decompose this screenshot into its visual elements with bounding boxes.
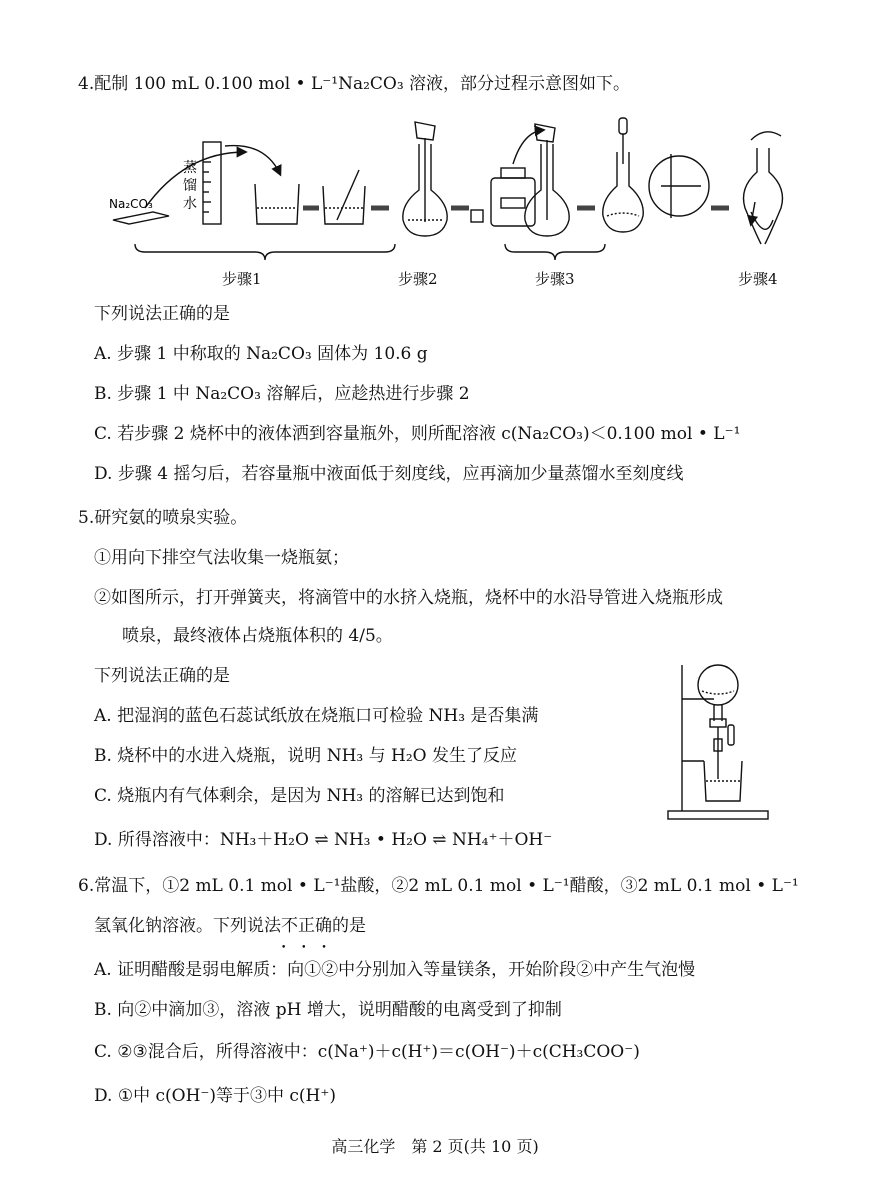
q5-option-c: C. 烧瓶内有气体剩余，是因为 NH₃ 的溶解已达到饱和 bbox=[94, 786, 505, 806]
glass-rod-icon bbox=[337, 170, 359, 220]
q6-stem-text-c: 的是 bbox=[332, 916, 366, 936]
q4-stem: 4.配制 100 mL 0.100 mol • L⁻¹Na₂CO₃ 溶液，部分过程示意图如下。 bbox=[78, 74, 631, 94]
step3-brace bbox=[505, 244, 605, 260]
hand-icon bbox=[751, 132, 781, 140]
q6-option-a: A. 证明醋酸是弱电解质：向①②中分别加入等量镁条，开始阶段②中产生气泡慢 bbox=[94, 960, 696, 980]
q4-option-a: A. 步骤 1 中称取的 Na₂CO₃ 固体为 10.6 g bbox=[94, 344, 428, 364]
step1-brace bbox=[135, 244, 395, 260]
q6-stem-line2 bbox=[94, 914, 366, 938]
beaker-icon bbox=[255, 184, 299, 224]
q6-stem-text-a: 氢氧化钠溶液。下列说法 bbox=[94, 916, 281, 936]
inverted-flask-icon bbox=[744, 148, 762, 244]
reagent-bottle-icon bbox=[491, 178, 535, 226]
small-bottle-icon bbox=[471, 210, 483, 222]
q5-fountain-apparatus-figure bbox=[660, 655, 780, 825]
q5-option-a: A. 把湿润的蓝色石蕊试纸放在烧瓶口可检验 NH₃ 是否集满 bbox=[94, 706, 539, 726]
q4-option-c: C. 若步骤 2 烧杯中的液体洒到容量瓶外，则所配溶液 c(Na₂CO₃)＜0.100 mol • L⁻¹ bbox=[94, 424, 741, 444]
q6-stem-line1: 6.常温下，①2 mL 0.1 mol • L⁻¹盐酸，②2 mL 0.1 mol • L⁻¹醋酸，③2 mL 0.1 mol • L⁻¹ bbox=[78, 876, 799, 896]
q5-stem: 5.研究氨的喷泉实验。 bbox=[78, 508, 248, 528]
step-label-3: 步骤3 bbox=[535, 270, 575, 288]
stopper-icon bbox=[710, 719, 726, 727]
step-label-2: 步骤2 bbox=[398, 270, 438, 288]
stand-base bbox=[668, 811, 768, 819]
step-label-4: 步骤4 bbox=[738, 270, 778, 288]
beaker-pour-icon bbox=[415, 122, 435, 140]
water-label-1: 蒸 bbox=[183, 160, 197, 176]
q5-option-d: D. 所得溶液中：NH₃＋H₂O ⇌ NH₃ • H₂O ⇌ NH₄⁺＋OH⁻ bbox=[94, 830, 553, 850]
q6-option-d: D. ①中 c(OH⁻)等于③中 c(H⁺) bbox=[94, 1086, 336, 1106]
round-flask-icon bbox=[698, 665, 738, 705]
step-label-1: 步骤1 bbox=[222, 270, 262, 288]
q5-option-b: B. 烧杯中的水进入烧瓶，说明 NH₃ 与 H₂O 发生了反应 bbox=[94, 746, 518, 766]
page-footer: 高三化学 第 2 页(共 10 页) bbox=[331, 1137, 539, 1156]
dropper-icon bbox=[619, 118, 627, 134]
q5-step-1: ①用向下排空气法收集一烧瓶氨； bbox=[94, 548, 349, 568]
water-label-2: 馏 bbox=[183, 178, 197, 194]
q4-prompt: 下列说法正确的是 bbox=[94, 304, 230, 324]
weighing-paper-icon bbox=[113, 212, 169, 224]
q5-step-2-cont: 喷泉，最终液体占烧瓶体积的 4/5。 bbox=[122, 626, 393, 646]
q4-option-d: D. 步骤 4 摇匀后，若容量瓶中液面低于刻度线，应再滴加少量蒸馏水至刻度线 bbox=[94, 464, 684, 484]
dropper-icon bbox=[728, 725, 734, 745]
q5-prompt: 下列说法正确的是 bbox=[94, 666, 230, 686]
q4-solution-preparation-figure bbox=[105, 112, 795, 292]
na2co3-label: Na₂CO₃ bbox=[109, 197, 153, 211]
q4-option-b: B. 步骤 1 中 Na₂CO₃ 溶解后，应趁热进行步骤 2 bbox=[94, 384, 470, 404]
q6-option-c: C. ②③混合后，所得溶液中：c(Na⁺)＋c(H⁺)＝c(OH⁻)＋c(CH₃COO⁻) bbox=[94, 1042, 640, 1062]
q6-emphasis-not-correct: 不正确 • • • bbox=[281, 916, 332, 936]
q6-option-b: B. 向②中滴加③，溶液 pH 增大，说明醋酸的电离受到了抑制 bbox=[94, 1000, 562, 1020]
q5-step-2: ②如图所示，打开弹簧夹，将滴管中的水挤入烧瓶，烧杯中的水沿导管进入烧瓶形成 bbox=[94, 588, 723, 608]
water-label-3: 水 bbox=[183, 196, 197, 212]
